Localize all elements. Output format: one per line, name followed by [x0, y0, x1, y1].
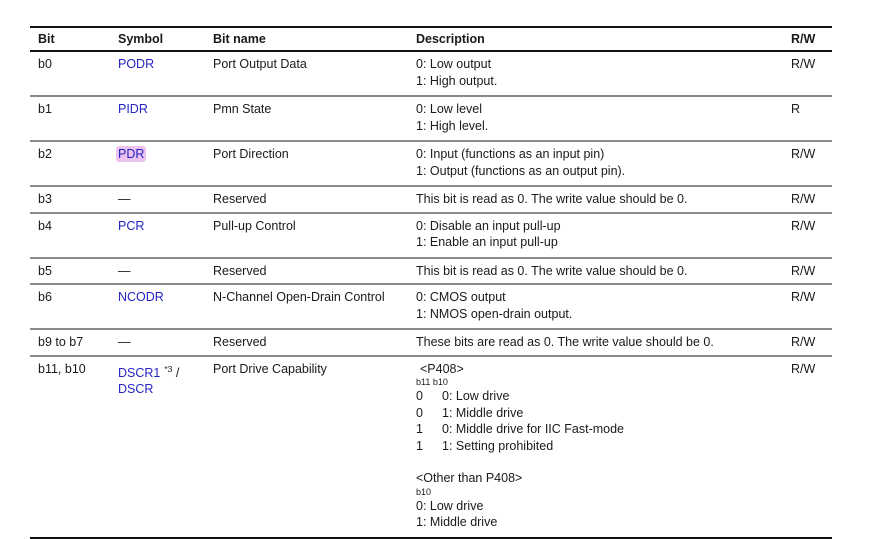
table-header: [30, 26, 832, 52]
cell-bit-name: N-Channel Open-Drain Control: [213, 290, 385, 304]
cell-bit-name: Port Direction: [213, 147, 289, 161]
header-rw: R/W: [791, 31, 816, 46]
desc-line: 0: Input (functions as an input pin): [416, 147, 605, 161]
cell-description: [408, 285, 783, 328]
symbol-link[interactable]: DSCR: [118, 382, 154, 396]
table-row: [30, 187, 832, 214]
desc-line: 0: Low output: [416, 57, 492, 71]
p408-title: <P408>: [420, 361, 464, 376]
cell-bit: b4: [38, 218, 52, 233]
cell-rw: R/W: [791, 218, 816, 233]
cell-bit: b1: [38, 102, 52, 116]
header-bit-name: Bit name: [213, 31, 266, 46]
cell-description: [408, 214, 783, 257]
header-symbol: Symbol: [118, 31, 164, 46]
symbol-link[interactable]: PCR: [118, 218, 145, 233]
cell-rw: R/W: [791, 263, 816, 278]
cell-rw: R/W: [791, 361, 816, 376]
cell-description: This bit is read as 0. The write value should be 0.: [416, 263, 688, 278]
other-title: <Other than P408>: [416, 471, 523, 485]
cell-description: This bit is read as 0. The write value should be 0.: [416, 192, 688, 206]
desc-line: 0: CMOS output: [416, 290, 506, 304]
cell-description: These bits are read as 0. The write value should be 0.: [416, 335, 714, 349]
cell-symbol: —: [118, 263, 131, 278]
other-bits-label: b10: [416, 486, 432, 497]
cell-bit: b2: [38, 147, 52, 161]
cell-rw: R/W: [791, 57, 816, 71]
cell-rw: R/W: [791, 335, 816, 349]
table-row: [30, 357, 832, 539]
cell-symbol: —: [118, 192, 131, 206]
footnote-ref[interactable]: *3: [164, 363, 173, 374]
p408-option: 1 0: Middle drive for IIC Fast-mode: [416, 422, 625, 436]
table-row: [30, 285, 832, 330]
desc-line: 1: High output.: [416, 73, 498, 88]
cell-description: [408, 52, 783, 95]
p408-option: 0 1: Middle drive: [416, 405, 524, 420]
cell-bit: b5: [38, 263, 52, 278]
table-row: [30, 97, 832, 142]
cell-bit-name: Reserved: [213, 263, 267, 278]
desc-line: 1: Enable an input pull-up: [416, 235, 558, 249]
cell-bit-name: Port Output Data: [213, 57, 307, 71]
cell-description: [408, 97, 783, 140]
symbol-link[interactable]: DSCR1: [118, 365, 161, 380]
cell-bit-name: Pull-up Control: [213, 218, 296, 233]
table-row: [30, 142, 832, 187]
cell-bit-name: Reserved: [213, 192, 267, 206]
table-row: [30, 214, 832, 259]
table-row: [30, 259, 832, 286]
symbol-link-highlighted[interactable]: PDR: [118, 147, 145, 161]
desc-line: 1: High level.: [416, 118, 489, 133]
cell-bit-name: Port Drive Capability: [213, 361, 327, 376]
p408-option: 1 1: Setting prohibited: [416, 438, 554, 453]
symbol-link[interactable]: PIDR: [118, 102, 148, 116]
table-row: [30, 330, 832, 357]
cell-rw: R: [791, 102, 801, 116]
header-bit: Bit: [38, 31, 55, 46]
cell-rw: R/W: [791, 147, 816, 161]
p408-bits-label: b11 b10: [416, 377, 448, 387]
header-description: Description: [416, 31, 485, 46]
cell-bit: b11, b10: [38, 361, 86, 376]
desc-line: 1: NMOS open-drain output.: [416, 306, 573, 321]
cell-bit: b0: [38, 57, 52, 71]
cell-bit-name: Pmn State: [213, 102, 272, 116]
cell-bit: b9 to b7: [38, 335, 84, 349]
cell-rw: R/W: [791, 290, 816, 304]
desc-line: 1: Output (functions as an output pin).: [416, 163, 626, 178]
p408-option: 0 0: Low drive: [416, 389, 510, 403]
cell-bit: b6: [38, 290, 52, 304]
other-option: 1: Middle drive: [416, 515, 498, 529]
cell-rw: R/W: [791, 192, 816, 206]
symbol-separator: /: [175, 365, 180, 380]
desc-line: 0: Low level: [416, 102, 483, 116]
other-option: 0: Low drive: [416, 498, 484, 513]
cell-bit-name: Reserved: [213, 335, 267, 349]
cell-bit: b3: [38, 192, 52, 206]
desc-line: 0: Disable an input pull-up: [416, 218, 561, 233]
symbol-link[interactable]: NCODR: [118, 290, 164, 304]
symbol-link[interactable]: PODR: [118, 57, 155, 71]
cell-description: [408, 357, 783, 537]
cell-symbol: —: [118, 335, 131, 349]
register-bit-table: [30, 26, 832, 539]
table-row: [30, 52, 832, 97]
cell-symbol: [110, 357, 205, 537]
cell-description: [408, 142, 783, 185]
